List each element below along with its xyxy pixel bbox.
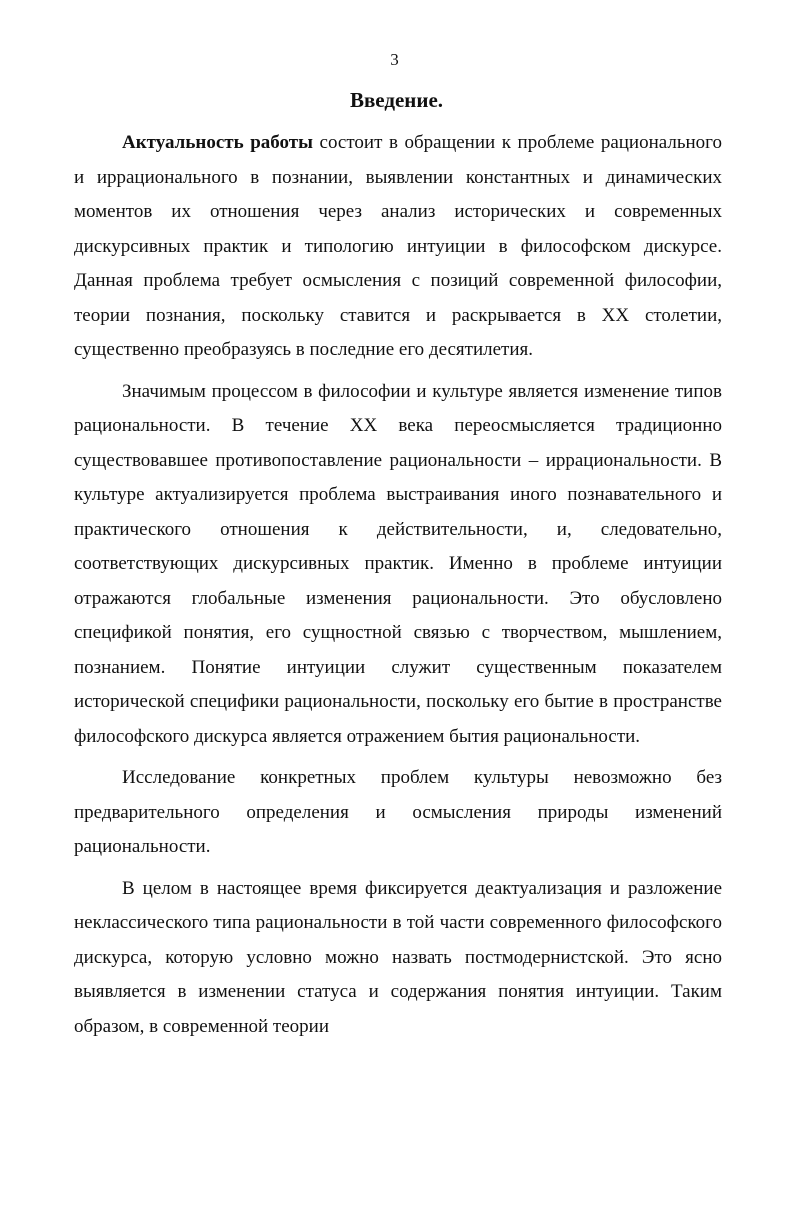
paragraph-rationality-types [74,375,722,755]
paragraph-relevance [74,126,722,368]
paragraph-text: В целом в настоящее время фиксируется деактуализация и разложение неклассического типа рациональности в той части современного философского дискурса, которую условно можно назвать постмодернистской. Это ясно выявляется в изменении статуса и содержания понятия интуиции. Таким образом, в современной теории [74,877,722,1037]
page-title: Введение. [349,88,444,112]
paragraph-text: Значимым процессом в философии и культуре является изменение типов рациональности. В течение XX века переосмысляется традиционно существовавшее противопоставление рациональности – иррациональности. В культуре актуализируется проблема выстраивания иного познавательного и практического отношения к действительности, и, следовательно, соответствующих дискурсивных практик. Именно в проблеме интуиции отражаются глобальные изменения рациональности. Это обусловлено спецификой понятия, его сущностной связью с творчеством, мышлением, познанием. Понятие интуиции служит существенным показателем исторической специфики рациональности, поскольку его бытие в пространстве философского дискурса является отражением бытия рациональности. [74,380,722,747]
page-number: 3 [390,50,399,69]
paragraph-deactualization [74,872,722,1045]
paragraph-text: Исследование конкретных проблем культуры невозможно без предварительного определения и осмысления природы изменений рациональности. [74,767,722,857]
paragraph-text: состоит в обращении к проблеме рационального и иррационального в познании, выявлении константных и динамических моментов их отношения через анализ исторических и современных дискурсивных практик и типологию интуиции в философском дискурсе. Данная проблема требует осмысления с позиций современной философии, теории познания, поскольку ставится и раскрывается в XX столетии, существенно преобразуясь в последние его десятилетия. [74,132,723,360]
paragraph-lead: Актуальность работы [122,132,313,153]
paragraph-culture-research [74,761,722,865]
document-body [74,126,722,1044]
